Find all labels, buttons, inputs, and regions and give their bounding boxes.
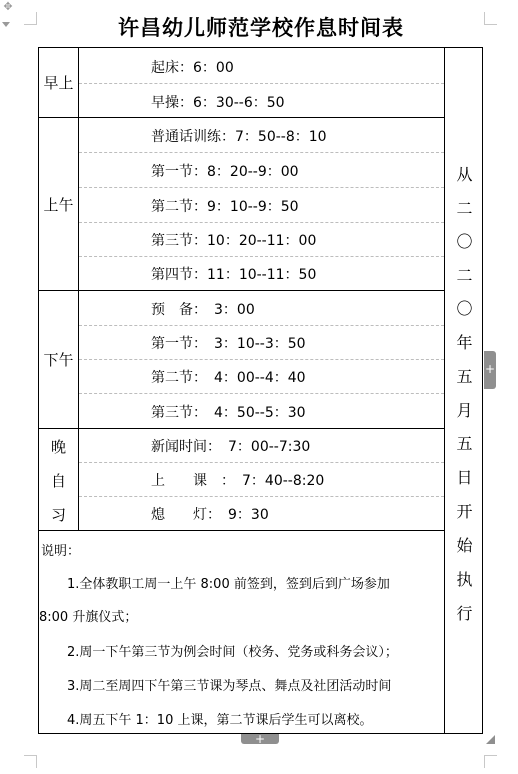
side-note-column xyxy=(445,48,484,623)
crop-mark-bottom-right xyxy=(484,755,497,768)
row-divider xyxy=(79,256,444,257)
label-column-divider xyxy=(78,48,79,530)
section-label-evening-char: 晚 xyxy=(50,438,66,456)
notes-heading: 说明： xyxy=(41,544,81,559)
schedule-item: 预 备： 3：00 xyxy=(151,302,255,318)
side-note-char: 五 xyxy=(456,434,473,453)
note-line: 1.全体教职工周一上午 8:00 前签到，签到后到广场参加 xyxy=(67,577,390,592)
side-note-char: 开 xyxy=(456,502,473,521)
side-note-char: 年 xyxy=(456,333,473,352)
crop-mark-bottom-left xyxy=(24,755,37,768)
side-note-char: 从 xyxy=(456,165,473,184)
row-divider xyxy=(79,359,444,360)
row-divider xyxy=(79,222,444,223)
schedule-item: 第一节：8：20--9：00 xyxy=(151,164,299,180)
note-line: 8:00 升旗仪式； xyxy=(39,610,138,625)
schedule-item: 第二节：9：10--9：50 xyxy=(151,199,299,215)
side-note-char: 执 xyxy=(456,570,473,589)
schedule-item: 第三节： 4：50--5：30 xyxy=(151,405,306,421)
section-divider xyxy=(39,530,445,531)
section-label-afternoon: 下午 xyxy=(43,351,74,369)
row-divider xyxy=(79,462,444,463)
side-note-char: 始 xyxy=(456,536,473,555)
triangle-down-icon[interactable] xyxy=(2,22,10,27)
schedule-item: 起床：6：00 xyxy=(151,60,234,76)
section-divider xyxy=(39,428,445,429)
crop-mark-top-left xyxy=(24,12,37,25)
section-label-forenoon: 上午 xyxy=(43,196,74,214)
section-label-evening-char: 自 xyxy=(50,472,66,490)
section-label-morning: 早上 xyxy=(43,74,74,92)
side-note-char: 月 xyxy=(456,401,473,420)
side-note-char: 〇 xyxy=(456,232,473,251)
side-note-char: 日 xyxy=(456,468,473,487)
side-note-char: 二 xyxy=(456,266,473,285)
plus-icon: + xyxy=(254,732,266,746)
schedule-item: 新闻时间： 7：00--7:30 xyxy=(151,439,311,455)
row-divider xyxy=(79,496,444,497)
section-divider xyxy=(39,117,445,118)
schedule-item: 第二节： 4：00--4：40 xyxy=(151,370,306,386)
row-divider xyxy=(79,393,444,394)
add-row-button[interactable] xyxy=(241,734,279,744)
note-line: 3.周二至周四下午第三节课为琴点、舞点及社团活动时间 xyxy=(67,679,392,694)
note-line: 2.周一下午第三节为例会时间（校务、党务或科务会议）； xyxy=(67,645,398,660)
schedule-item: 第一节： 3：10--3：50 xyxy=(151,336,306,352)
schedule-item: 早操：6：30--6：50 xyxy=(151,95,285,111)
schedule-item: 第三节：10：20--11：00 xyxy=(151,233,317,249)
schedule-table xyxy=(38,47,483,734)
side-note-char: 行 xyxy=(456,604,473,623)
add-column-button[interactable] xyxy=(484,351,496,389)
crop-mark-top-right xyxy=(484,12,497,25)
row-divider xyxy=(79,152,444,153)
note-line: 4.周五下午 1：10 上课，第二节课后学生可以离校。 xyxy=(67,713,373,728)
section-label-evening-char: 习 xyxy=(50,506,66,524)
page-title: 许昌幼儿师范学校作息时间表 xyxy=(118,16,404,40)
schedule-item: 熄 灯： 9：30 xyxy=(151,507,269,523)
row-divider xyxy=(79,83,444,84)
schedule-item: 上 课 ： 7：40--8:20 xyxy=(151,473,325,489)
side-note-char: 二 xyxy=(456,199,473,218)
row-divider xyxy=(79,187,444,188)
row-divider xyxy=(79,325,444,326)
side-note-char: 五 xyxy=(456,367,473,386)
side-note-char: 〇 xyxy=(456,299,473,318)
schedule-item: 第四节：11：10--11：50 xyxy=(151,267,317,283)
plus-icon: + xyxy=(484,362,496,376)
move-icon[interactable]: ✥ xyxy=(3,0,13,13)
schedule-item: 普通话训练：7：50--8：10 xyxy=(151,129,327,145)
section-divider xyxy=(39,290,445,291)
resize-corner-icon[interactable] xyxy=(486,735,495,744)
